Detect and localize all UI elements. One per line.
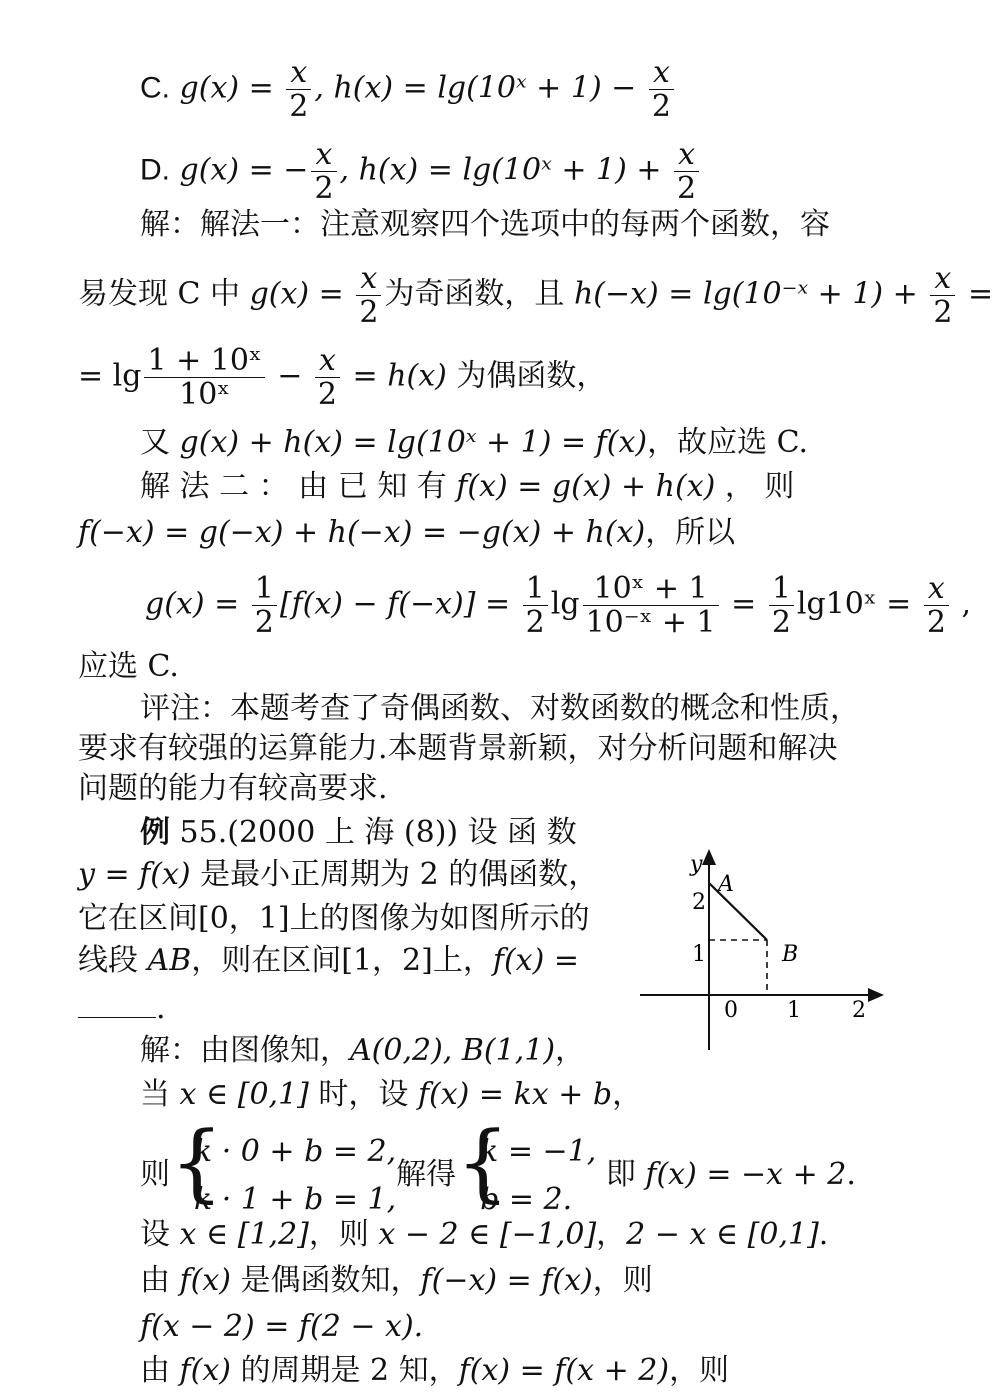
sol2-line4: 应选 C.	[78, 649, 179, 684]
y-tick-1: 1	[692, 942, 706, 967]
sol2-line3: g(x) = $\frac{1}{2}$ [f(x) − f(−x)] = $\frac{1}{2}$ lg $\frac{\text{10ˣ + 1}}{\text{10⁻ˣ + 1}}$ = $\frac{1}{2}$ lg10ˣ = $\frac{x}{2}$ ,	[145, 571, 971, 640]
ex55-line5: .	[78, 994, 166, 1024]
sol2-line1: 解 法 二 ： 由 已 知 有 f(x) = g(x) + h(x) ， 则	[140, 469, 795, 504]
sol2-line2: f(−x) = g(−x) + h(−x) = −g(x) + h(x)，所以	[78, 515, 736, 550]
ex55-line3: 它在区间[0，1]上的图像为如图所示的	[78, 901, 590, 936]
option-d	[140, 138, 702, 205]
option-d-h: , h(x) = lg(10ˣ + 1) +	[339, 152, 671, 188]
origin-label: 0	[724, 998, 738, 1023]
x-axis-arrow	[868, 988, 884, 1002]
sol1-line3: = lg $\frac{\text{1 + 10ˣ}}{\text{10ˣ}}$ − $\frac{x}{2}$ = h(x) 为偶函数，	[78, 343, 607, 412]
point-a-label: A	[718, 872, 734, 897]
system-1: { k · 0 + b = 2, k · 1 + b = 1,	[170, 1113, 397, 1217]
option-c-g-frac: $\frac{x}{2}$	[286, 56, 311, 123]
function-graph	[632, 845, 892, 1055]
sol55-line2: 当 x ∈ [0,1] 时，设 f(x) = kx + b，	[140, 1077, 643, 1112]
option-c	[140, 56, 677, 123]
sol55-line6: f(x − 2) = f(2 − x).	[140, 1309, 424, 1344]
option-c-g: g(x) =	[179, 70, 284, 106]
x-tick-1: 1	[787, 998, 801, 1023]
answer-blank	[78, 995, 156, 1018]
option-d-h-frac: $\frac{x}{2}$	[674, 138, 699, 205]
comment-line3: 问题的能力有较高要求.	[78, 771, 388, 806]
option-c-h: , h(x) = lg(10ˣ + 1) −	[314, 70, 646, 106]
y-tick-2: 2	[692, 890, 706, 915]
y-axis-arrow	[702, 849, 716, 865]
sol55-line7: 由 f(x) 的周期是 2 知，f(x) = f(x + 2)，则	[140, 1353, 730, 1388]
comment-line2: 要求有较强的运算能力.本题背景新颖，对分析问题和解决	[78, 731, 838, 766]
option-d-label: D.	[140, 153, 170, 187]
sol55-line3: 则 { k · 0 + b = 2, k · 1 + b = 1, 解得 { k = −1, b = 2. 即 f(x) = −x + 2.	[140, 1128, 856, 1224]
sol1-line4: 又 g(x) + h(x) = lg(10ˣ + 1) = f(x)，故应选 C.	[140, 425, 809, 460]
sol1-line2: 易发现 C 中 g(x) = $\frac{x}{2}$ 为奇函数，且 h(−x) = lg(10⁻ˣ + 1) + $\frac{x}{2}$ =	[78, 261, 993, 330]
x-tick-2: 2	[852, 998, 866, 1023]
point-b-label: B	[782, 942, 799, 967]
ex55-line4: 线段 AB，则在区间[1，2]上，f(x) =	[78, 943, 579, 978]
y-axis-label: y	[690, 852, 703, 877]
system-2: { k = −1, b = 2.	[456, 1113, 597, 1217]
option-c-label: C.	[140, 71, 170, 105]
option-c-h-frac: $\frac{x}{2}$	[649, 56, 674, 123]
ex55-line2: y = f(x) 是最小正周期为 2 的偶函数，	[78, 857, 599, 892]
option-d-g-frac: $\frac{x}{2}$	[311, 138, 336, 205]
option-d-g: g(x) = −	[179, 152, 309, 188]
sol55-line4: 设 x ∈ [1,2]，则 x − 2 ∈ [−1,0]，2 − x ∈ [0,1].	[140, 1217, 829, 1252]
sol55-line5: 由 f(x) 是偶函数知，f(−x) = f(x)，则	[140, 1263, 653, 1298]
sol55-line1: 解：由图像知，A(0,2), B(1,1)，	[140, 1033, 586, 1068]
comment-line1: 评注：本题考查了奇偶函数、对数函数的概念和性质，	[140, 691, 860, 726]
ex55-line1: 例 55.(2000 上 海 (8)) 设 函 数	[140, 815, 577, 850]
sol1-line1: 解：解法一：注意观察四个选项中的每两个函数，容	[140, 207, 830, 242]
